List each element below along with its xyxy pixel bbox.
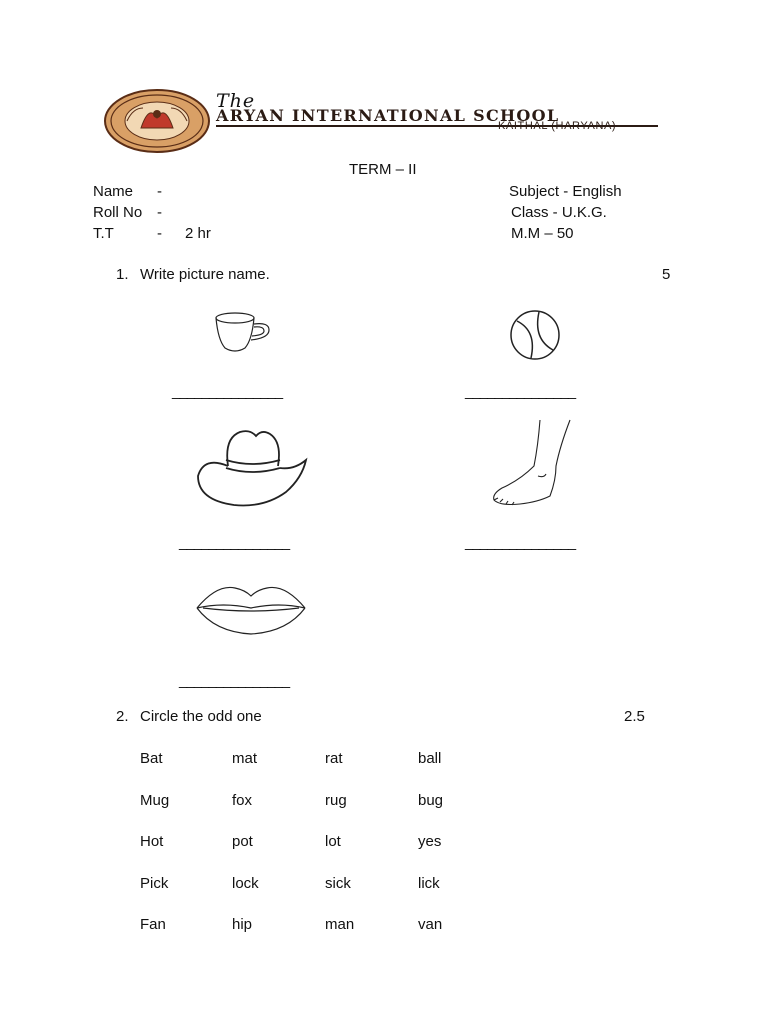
odd-word[interactable]: Pick <box>140 875 169 892</box>
answer-blank-3[interactable]: _______________ <box>179 534 290 551</box>
odd-word[interactable]: man <box>325 916 355 933</box>
odd-word[interactable]: pot <box>232 833 253 850</box>
hat-icon <box>194 426 308 508</box>
answer-blank-2[interactable]: _______________ <box>465 383 576 400</box>
foot-icon <box>490 416 574 510</box>
name-separator: - <box>157 183 162 200</box>
school-seal-icon <box>103 88 211 154</box>
cup-icon <box>211 310 275 356</box>
odd-word[interactable]: Hot <box>140 833 164 850</box>
question-1-text: Write picture name. <box>140 266 270 283</box>
odd-word[interactable]: lock <box>232 875 259 892</box>
name-label: Name <box>93 183 134 200</box>
odd-word[interactable]: Mug <box>140 792 170 809</box>
answer-blank-1[interactable]: _______________ <box>172 383 283 400</box>
tt-value: 2 hr <box>185 225 211 242</box>
odd-word[interactable]: bug <box>418 792 444 809</box>
odd-word[interactable]: ball <box>418 750 442 767</box>
term-title: TERM – II <box>349 161 417 178</box>
odd-word[interactable]: mat <box>232 750 258 767</box>
odd-word[interactable]: lot <box>325 833 341 850</box>
school-location: KAITHAL (HARYANA) <box>498 120 617 132</box>
roll-label: Roll No <box>93 204 143 221</box>
lips-icon <box>195 578 307 636</box>
question-1-number: 1. <box>116 266 129 283</box>
tt-label: T.T <box>93 225 114 242</box>
subject-label: Subject - English <box>509 183 622 200</box>
max-marks: M.M – 50 <box>511 225 574 242</box>
odd-word[interactable]: lick <box>418 875 440 892</box>
odd-word[interactable]: hip <box>232 916 253 933</box>
tt-separator: - <box>157 225 162 242</box>
odd-word[interactable]: rug <box>325 792 347 809</box>
question-2-marks: 2.5 <box>624 708 645 725</box>
school-name: ARYAN INTERNATIONAL SCHOOL <box>216 106 560 125</box>
question-1-marks: 5 <box>662 266 671 283</box>
class-label: Class - U.K.G. <box>511 204 607 221</box>
answer-blank-5[interactable]: _______________ <box>179 672 290 689</box>
question-2-number: 2. <box>116 708 129 725</box>
odd-word[interactable]: Fan <box>140 916 166 933</box>
odd-word[interactable]: sick <box>325 875 351 892</box>
brand-the: The <box>216 90 256 112</box>
odd-word[interactable]: Bat <box>140 750 163 767</box>
ball-icon <box>509 309 561 361</box>
odd-word[interactable]: van <box>418 916 443 933</box>
answer-blank-4[interactable]: _______________ <box>465 534 576 551</box>
odd-word[interactable]: yes <box>418 833 442 850</box>
odd-word[interactable]: rat <box>325 750 343 767</box>
roll-separator: - <box>157 204 162 221</box>
question-2-text: Circle the odd one <box>140 708 262 725</box>
odd-word[interactable]: fox <box>232 792 253 809</box>
